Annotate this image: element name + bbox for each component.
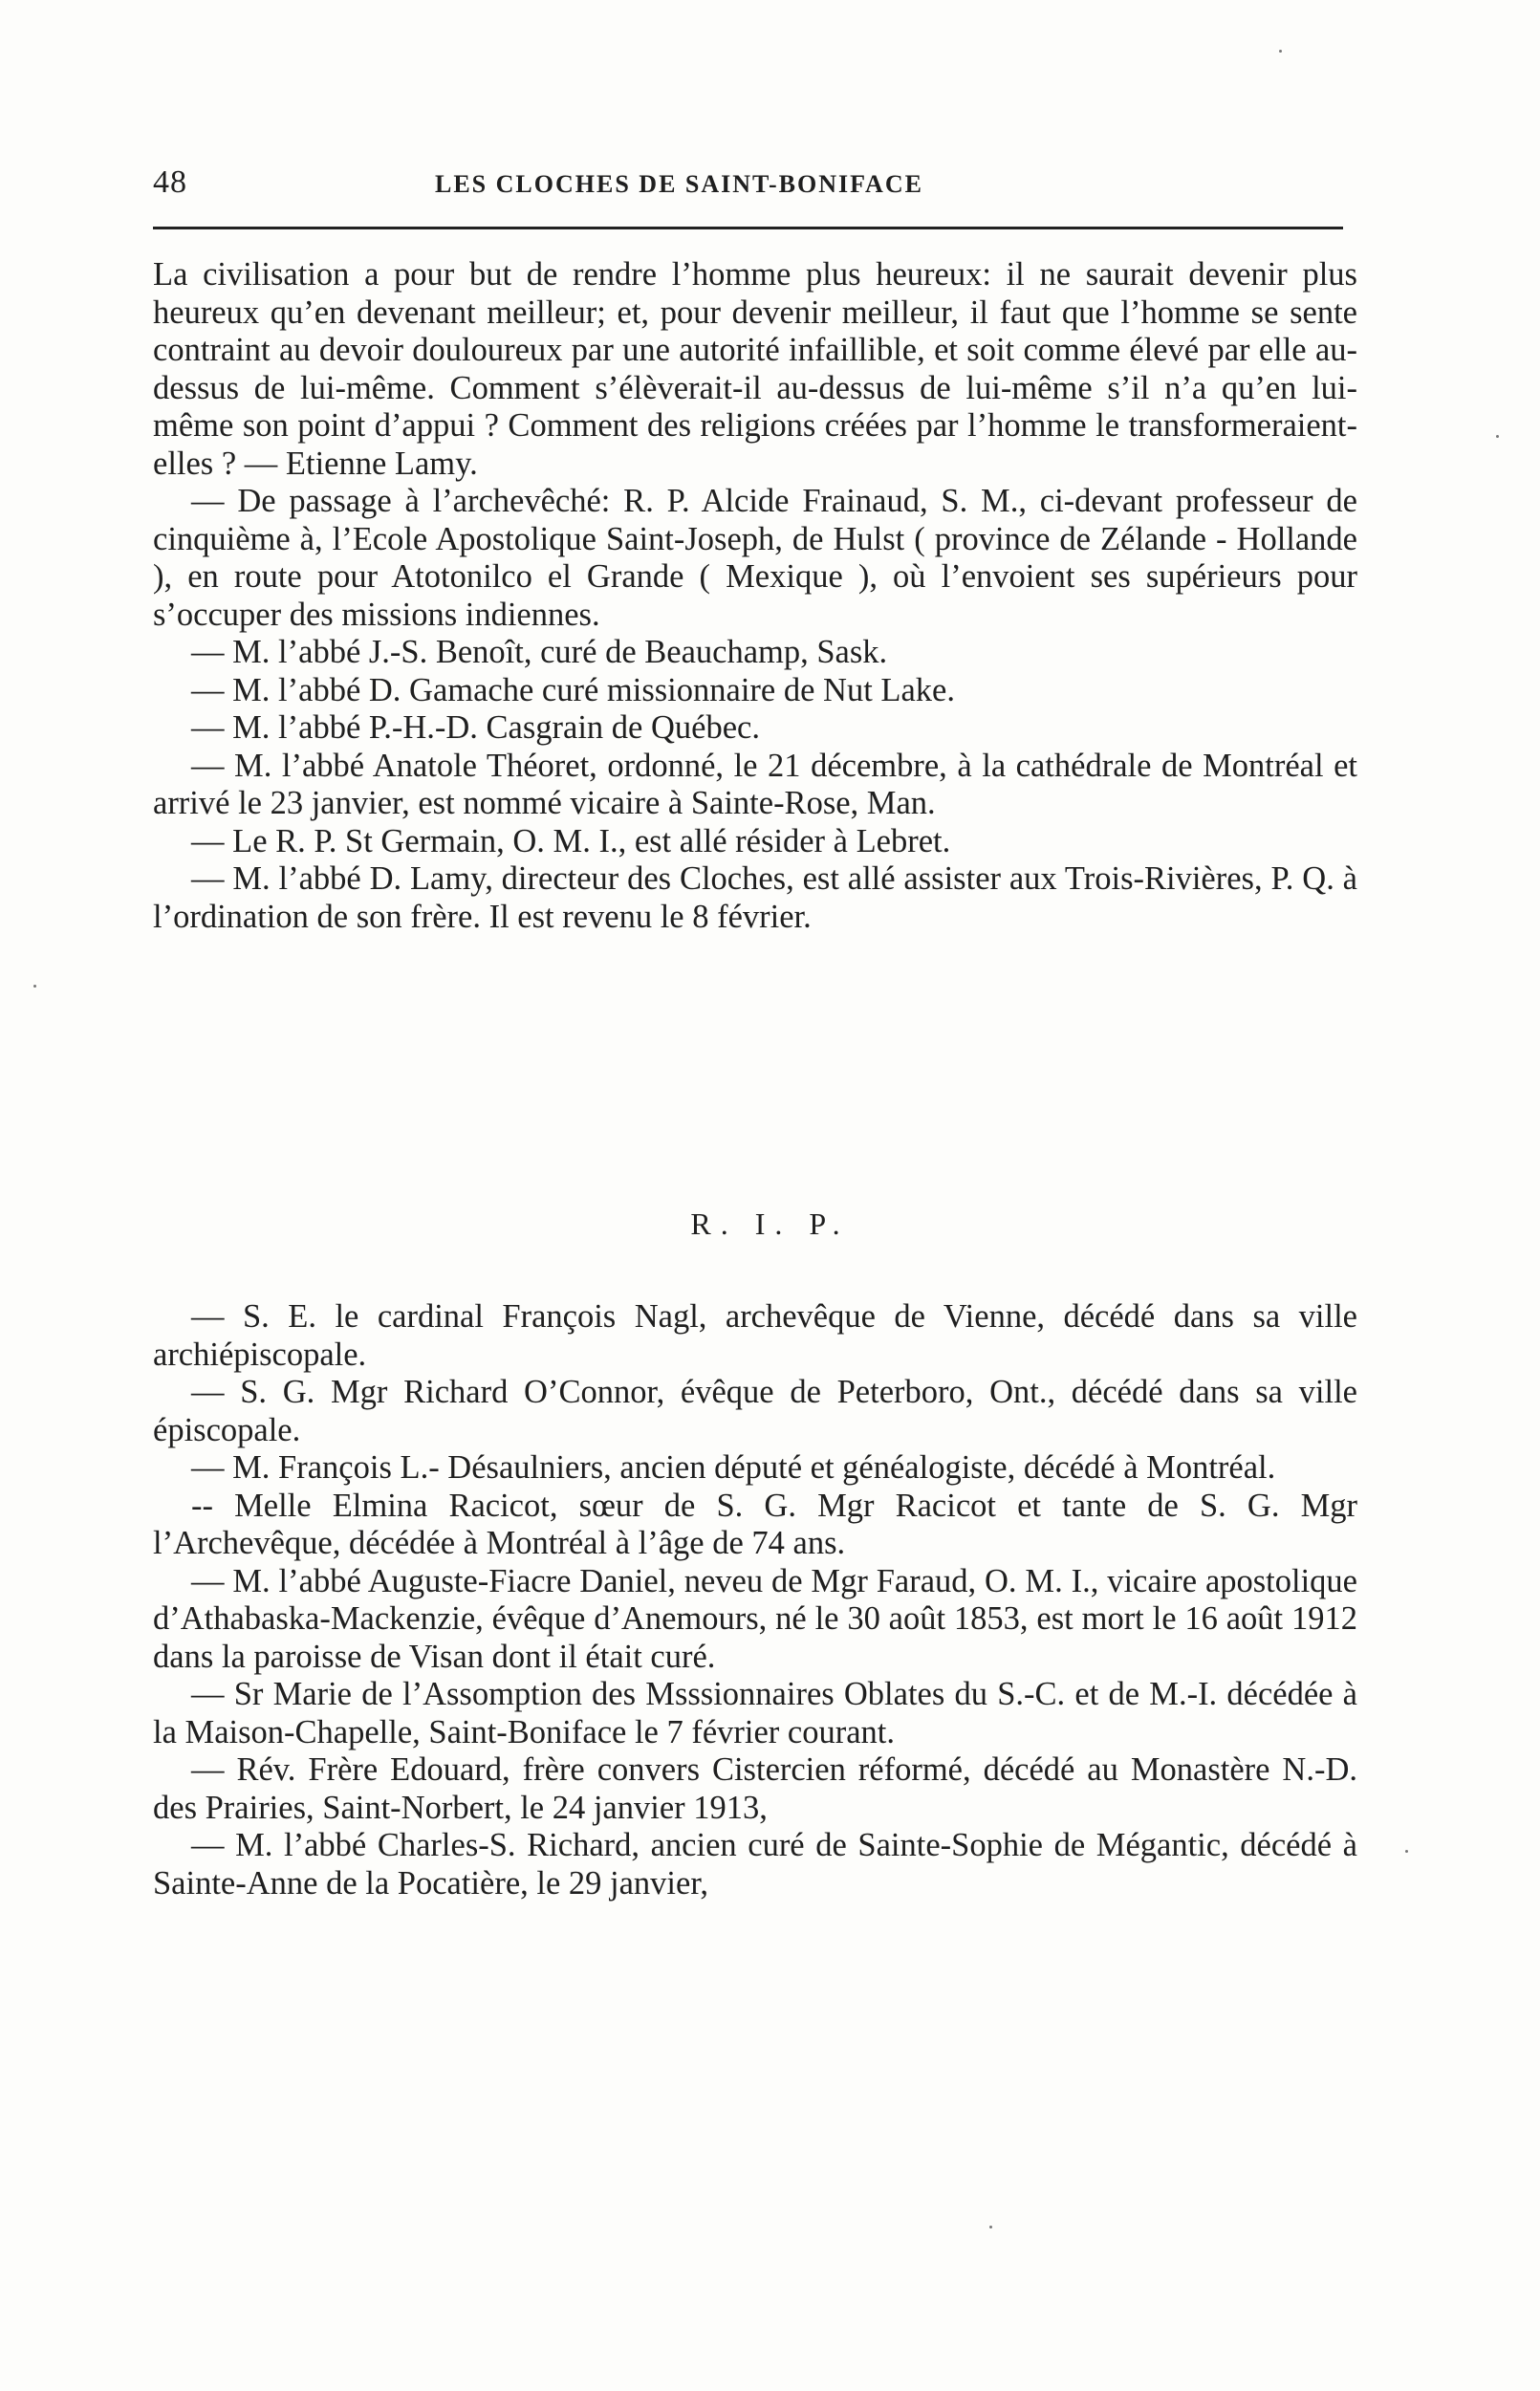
scan-speck <box>1496 435 1499 438</box>
obituary-item-marie-assomption: — Sr Marie de l’Assomption des Msssionnaires Oblates du S.-C. et de M.-I. décédée à la Maison-Chapelle, Saint-Boniface le 7 février courant. <box>153 1676 1357 1750</box>
rip-heading: R. I. P. <box>690 1206 850 1241</box>
scan-speck <box>1405 1850 1408 1853</box>
obituary-item-edouard: — Rév. Frère Edouard, frère convers Cistercien réformé, décédé au Monastère N.-D. des Prairies, Saint-Norbert, le 24 janvier 1913, <box>153 1751 1357 1826</box>
obituary-item-oconnor: — S. G. Mgr Richard O’Connor, évêque de Peterboro, Ont., décédé dans sa ville épiscopale. <box>153 1374 1357 1448</box>
news-item-frainaud: — De passage à l’archevêché: R. P. Alcide Frainaud, S. M., ci-devant professeur de cinquième à, l’Ecole Apostolique Saint-Joseph, de Hulst ( province de Zélande - Hollande ), en route pour Atotonilco el Grande ( Mexique ), où l’envoient ses supérieurs pour s’occuper des missions indiennes. <box>153 483 1357 633</box>
page-header <box>153 164 1343 212</box>
news-item-casgrain: — M. l’abbé P.-H.-D. Casgrain de Québec. <box>191 709 760 746</box>
obituary-item-racicot: -- Melle Elmina Racicot, sœur de S. G. Mgr Racicot et tante de S. G. Mgr l’Archevêque, décédée à Montréal à l’âge de 74 ans. <box>153 1487 1357 1561</box>
scan-speck <box>33 985 36 988</box>
obituary-item-richard: — M. l’abbé Charles-S. Richard, ancien curé de Sainte-Sophie de Mégantic, décédé à Sainte-Anne de la Pocatière, le 29 janvier, <box>153 1827 1357 1902</box>
news-item-benoit: — M. l’abbé J.-S. Benoît, curé de Beauchamp, Sask. <box>191 634 888 670</box>
running-title: LES CLOCHES DE SAINT-BONIFACE <box>435 170 923 198</box>
news-item-lamy: — M. l’abbé D. Lamy, directeur des Cloches, est allé assister aux Trois-Rivières, P. Q. à l’ordination de son frère. Il est revenu le 8 février. <box>153 860 1357 935</box>
obituary-item-desaulniers: — M. François L.- Désaulniers, ancien député et généalogiste, décédé à Montréal. <box>191 1449 1276 1486</box>
page-number: 48 <box>153 164 187 200</box>
news-item-st-germain: — Le R. P. St Germain, O. M. I., est allé résider à Lebret. <box>191 822 951 859</box>
obituary-item-daniel: — M. l’abbé Auguste-Fiacre Daniel, neveu de Mgr Faraud, O. M. I., vicaire apostolique d’Athabaska-Mackenzie, évêque d’Anemours, né le 30 août 1853, est mort le 16 août 1912 dans la paroisse de Visan dont il était curé. <box>153 1562 1357 1675</box>
news-block <box>153 256 1357 936</box>
news-item-theoret: — M. l’abbé Anatole Théoret, ordonné, le 21 décembre, à la cathédrale de Montréal et arrivé le 23 janvier, est nommé vicaire à Sainte-Rose, Man. <box>153 747 1357 821</box>
scan-speck <box>989 2226 992 2228</box>
quote-paragraph: La civilisation a pour but de rendre l’homme plus heureux: il ne saurait devenir plus heureux qu’en devenant meilleur; et, pour devenir meilleur, il faut que l’homme se sente contraint au devoir douloureux par une autorité infaillible, et soit comme élevé par elle au-dessus de lui-même. Comment s’élèverait-il au-dessus de lui-même s’il n’a qu’en lui-même son point d’appui ? Comment des religions créées par l’homme le transformeraient-elles ? — Etienne Lamy. <box>153 256 1357 482</box>
scan-speck <box>1279 50 1282 53</box>
news-item-gamache: — M. l’abbé D. Gamache curé missionnaire de Nut Lake. <box>191 671 955 708</box>
obituary-block <box>153 1298 1357 1902</box>
obituary-item-nagl: — S. E. le cardinal François Nagl, archevêque de Vienne, décédé dans sa ville archiépiscopale. <box>153 1298 1357 1373</box>
header-rule <box>153 227 1343 229</box>
